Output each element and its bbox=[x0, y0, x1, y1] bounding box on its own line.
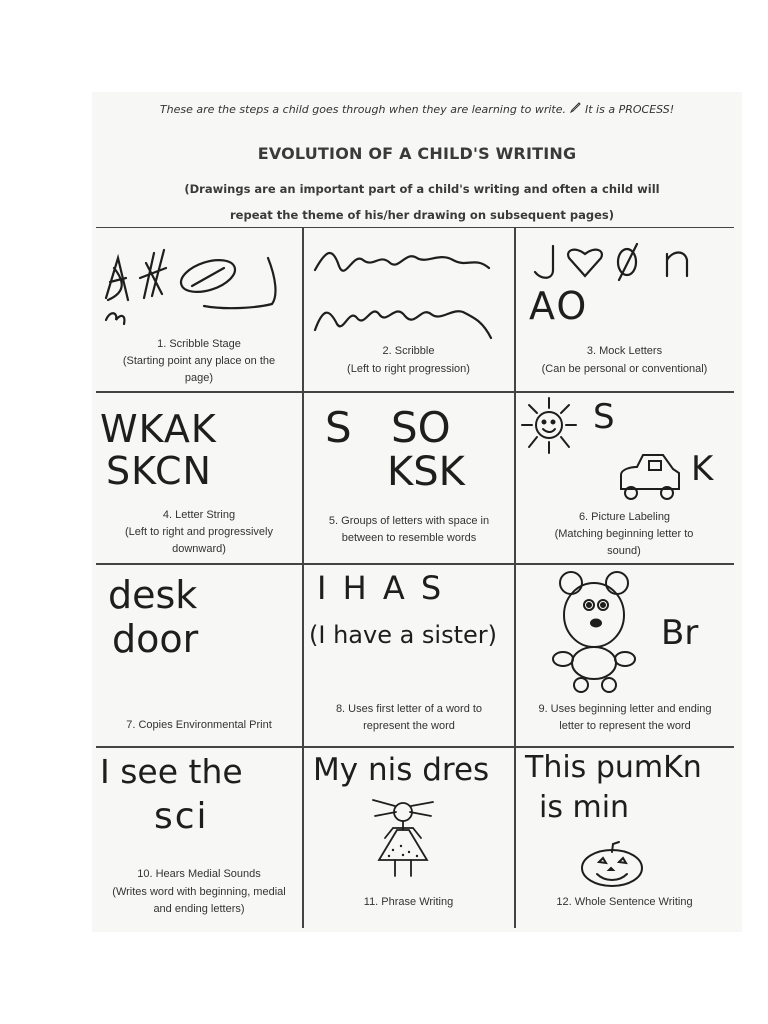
scribble-drawing bbox=[96, 238, 296, 333]
stage-caption: 10. Hears Medial Sounds bbox=[137, 868, 261, 880]
phrase-sample: My nis dres bbox=[313, 752, 490, 788]
medial-sounds-line: sci bbox=[154, 796, 209, 837]
stage-cell-9 bbox=[515, 565, 734, 746]
bear-label: Br bbox=[661, 613, 699, 653]
page-title: EVOLUTION OF A CHILD'S WRITING bbox=[257, 144, 577, 163]
stage-cell-10 bbox=[96, 748, 302, 928]
stage-caption: 6. Picture Labeling bbox=[578, 511, 671, 523]
intro-text: These are the steps a child goes through when they are learning to write. bbox=[159, 103, 566, 116]
bear-drawing bbox=[551, 567, 641, 697]
stage-cell-8 bbox=[303, 565, 514, 746]
letter-string-line: SKCN bbox=[106, 449, 212, 493]
stage-caption: 5. Groups of letters with space in between to resemble words bbox=[328, 515, 490, 544]
environmental-word: door bbox=[112, 617, 199, 661]
sentence-line: is min bbox=[539, 790, 630, 825]
stage-cell-2 bbox=[303, 228, 514, 391]
pencil-icon bbox=[570, 102, 582, 116]
girl-drawing bbox=[363, 798, 443, 880]
stage-cell-1 bbox=[96, 228, 302, 391]
stage-caption: 1. Scribble Stage bbox=[157, 338, 241, 350]
picture-label: S bbox=[593, 397, 615, 437]
stage-detail: (Matching beginning letter to sound) bbox=[554, 528, 694, 557]
stage-cell-4 bbox=[96, 393, 302, 563]
letter-group: S bbox=[325, 403, 352, 452]
intro-tail: It is a PROCESS! bbox=[585, 103, 675, 116]
stages-grid bbox=[96, 227, 734, 928]
stage-cell-12 bbox=[515, 748, 734, 928]
medial-sounds-line: I see the bbox=[100, 752, 243, 791]
letter-group: SO bbox=[391, 403, 451, 452]
sun-drawing bbox=[519, 395, 583, 459]
stage-cell-6 bbox=[515, 393, 734, 563]
stage-caption: 7. Copies Environmental Print bbox=[126, 719, 272, 731]
page-subtitle: (Drawings are an important part of a child's writing and often a child will repeat the theme of his/her drawing on subsequent pages) bbox=[184, 182, 660, 222]
stage-cell-5 bbox=[303, 393, 514, 563]
car-drawing bbox=[615, 451, 685, 505]
stage-caption: 3. Mock Letters bbox=[586, 345, 663, 357]
stage-detail: (Writes word with beginning, medial and ending letters) bbox=[112, 886, 286, 915]
picture-label: K bbox=[691, 449, 714, 489]
left-to-right-scribble bbox=[307, 238, 507, 348]
worksheet bbox=[92, 92, 742, 932]
sentence-line: This pumKn bbox=[525, 750, 702, 785]
stage-caption: 4. Letter String bbox=[162, 509, 236, 521]
environmental-word: desk bbox=[108, 573, 198, 617]
stage-caption: 12. Whole Sentence Writing bbox=[556, 896, 693, 908]
stage-caption: 8. Uses first letter of a word to represent the word bbox=[335, 703, 483, 732]
stage-detail: (Can be personal or conventional) bbox=[541, 363, 708, 375]
stage-detail: (Left to right and progressively downward) bbox=[125, 526, 273, 555]
stage-caption: 11. Phrase Writing bbox=[363, 896, 454, 908]
letter-group: KSK bbox=[387, 449, 465, 495]
stage-cell-7 bbox=[96, 565, 302, 746]
stage-cell-11 bbox=[303, 748, 514, 928]
stage-caption: 2. Scribble bbox=[382, 345, 435, 357]
first-letters-line: I H A S bbox=[317, 569, 445, 607]
pumpkin-drawing bbox=[577, 840, 647, 890]
stage-detail: (Starting point any place on the page) bbox=[122, 355, 276, 384]
stage-cell-3 bbox=[515, 228, 734, 391]
stage-detail: (Left to right progression) bbox=[347, 363, 470, 375]
mock-letters-line: AO bbox=[529, 284, 589, 328]
stage-caption: 9. Uses beginning letter and ending letter to represent the word bbox=[538, 703, 712, 732]
letter-string-line: WKAK bbox=[100, 407, 217, 451]
first-letters-meaning: (I have a sister) bbox=[309, 621, 498, 649]
intro-line bbox=[92, 102, 742, 116]
